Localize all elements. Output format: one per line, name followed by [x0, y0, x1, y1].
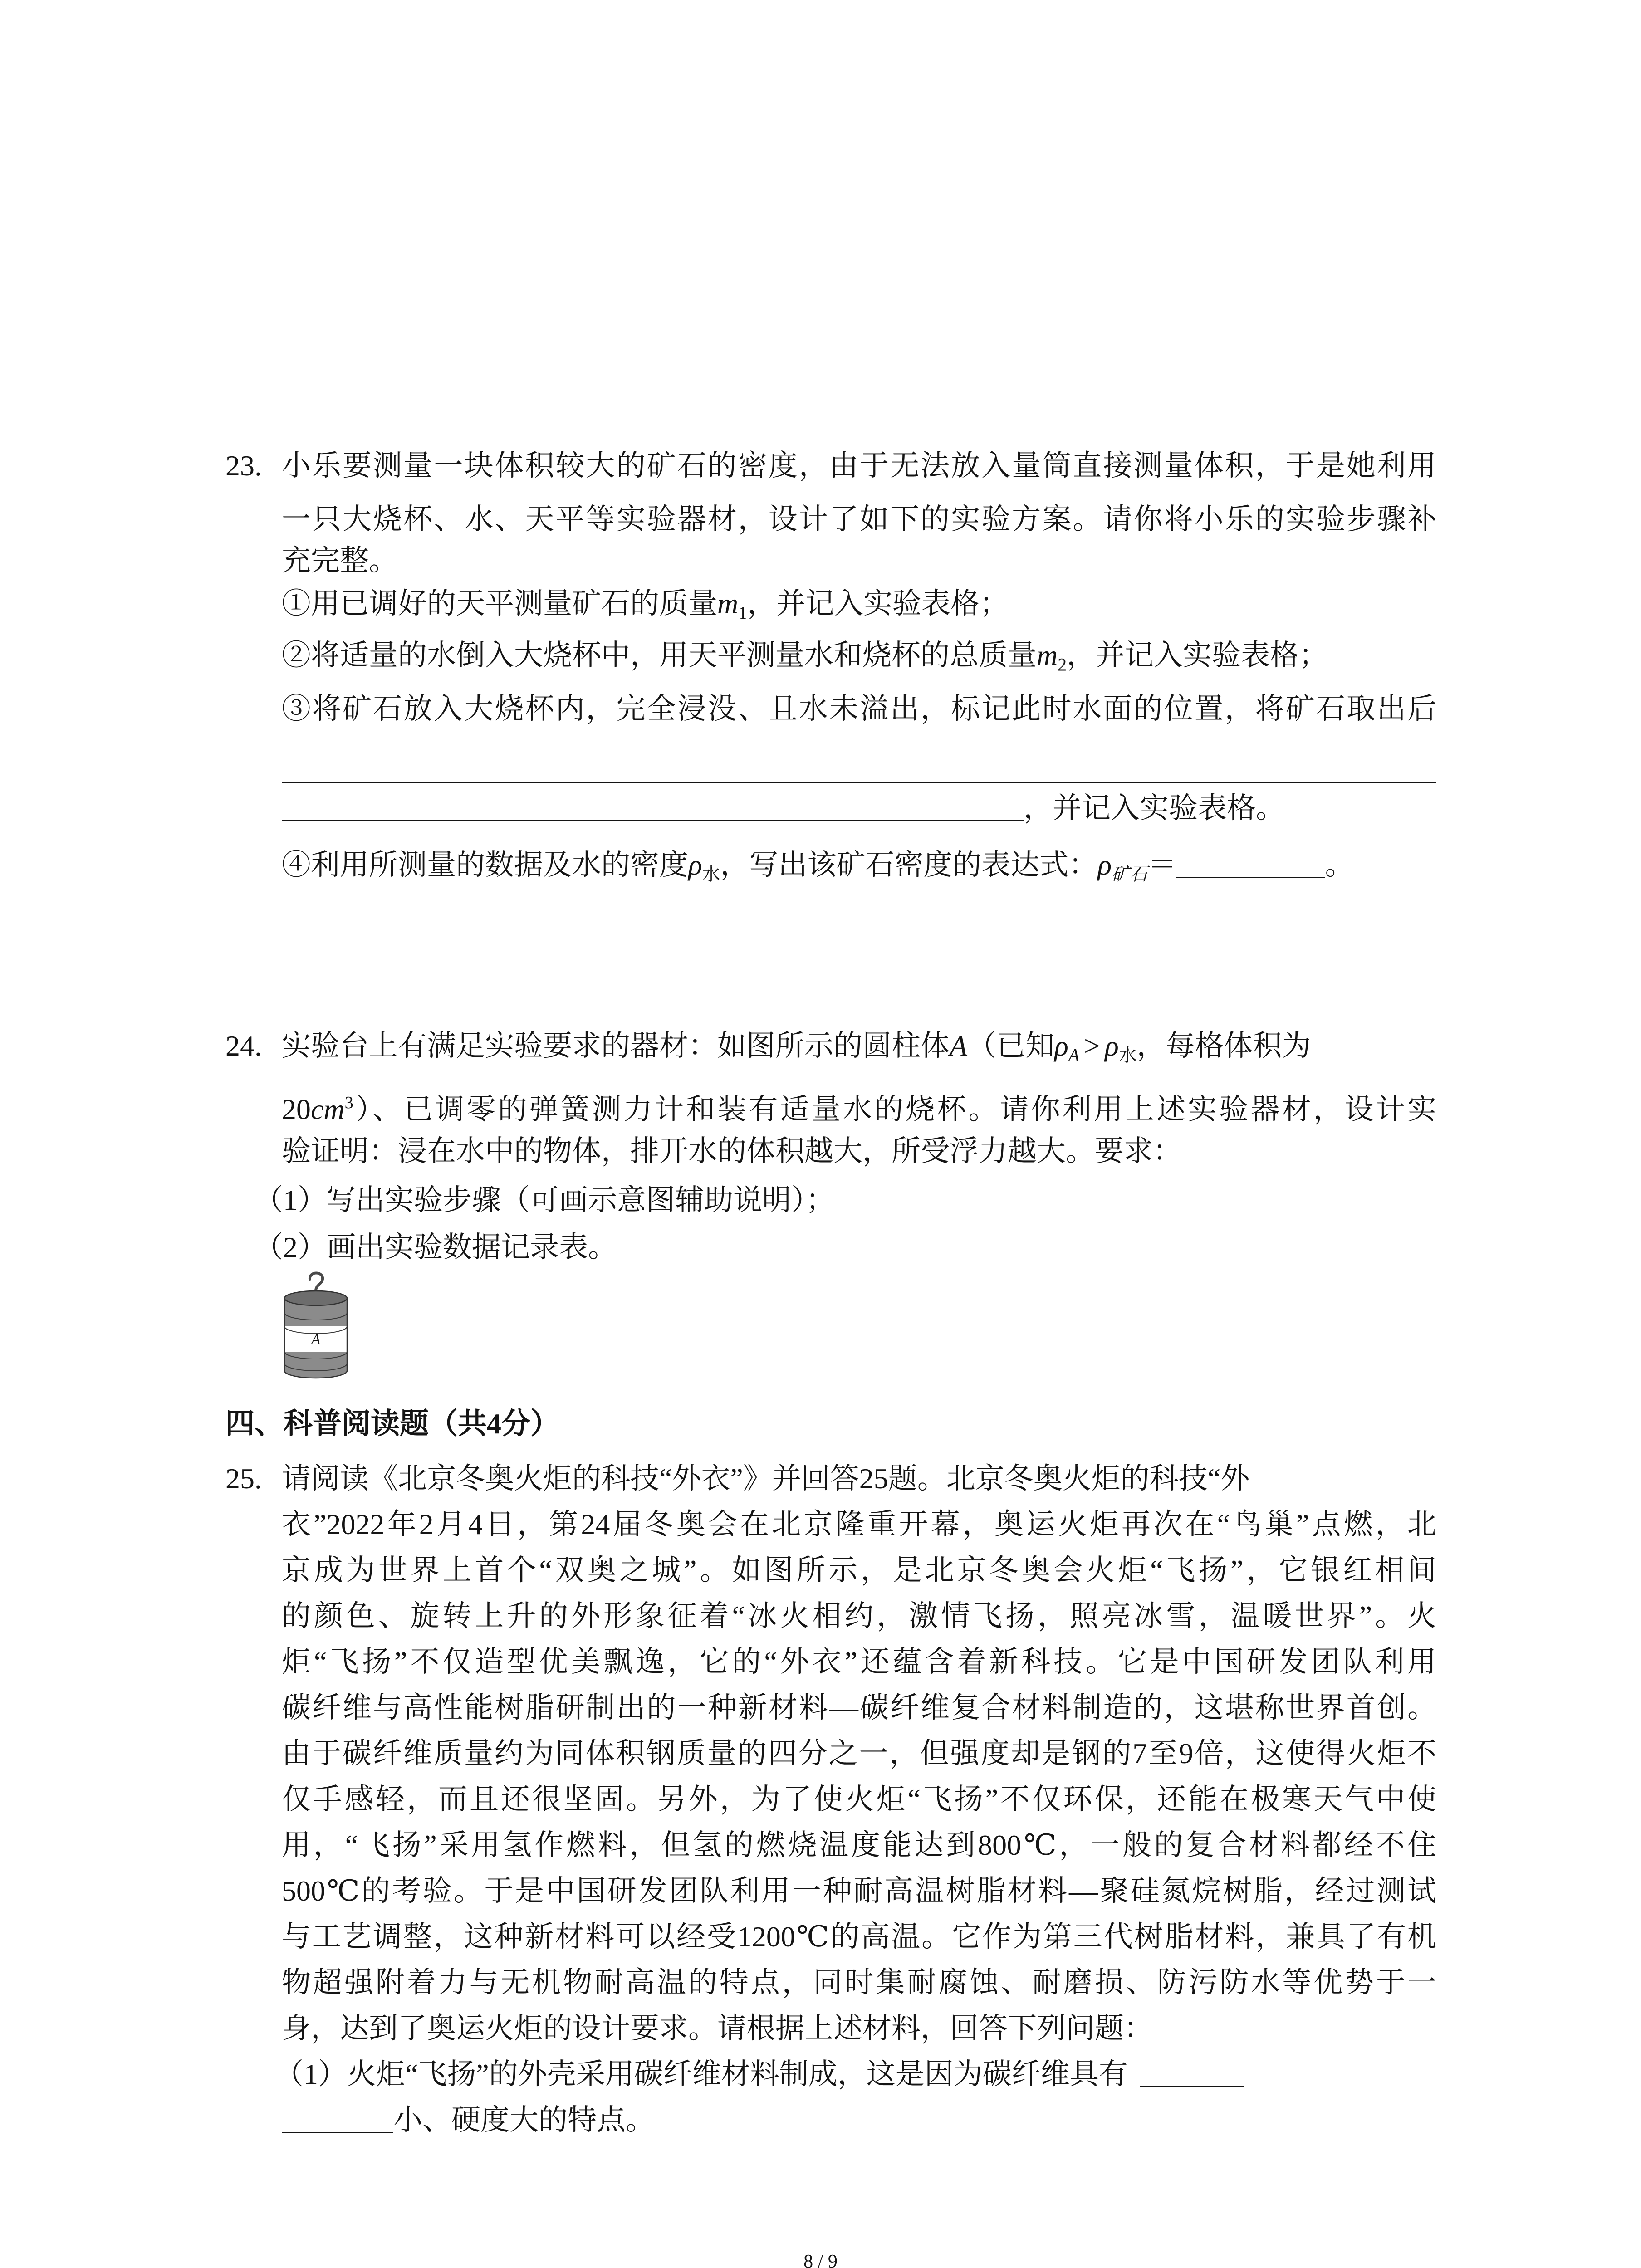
answer-blank	[282, 2107, 393, 2133]
question-text: ）、已调零的弹簧测力计和装有适量水的烧杯。请你利用上述实验器材，设计实	[353, 1093, 1436, 1125]
density-symbol: ρ	[1097, 849, 1112, 881]
greater-than-sign: >	[1084, 1030, 1101, 1062]
q23-stem-line-1: 小乐要测量一块体积较大的矿石的密度，由于无法放入量筒直接测量体积，于是她利用	[282, 450, 1436, 482]
cylinder-symbol: A	[950, 1030, 968, 1062]
step-text: ④利用所测量的数据及水的密度	[282, 849, 688, 881]
q25-line: 炬“飞扬”不仅造型优美飘逸，它的“外衣”还蕴含着新科技。它是中国研发团队利用	[282, 1646, 1436, 1678]
answer-blank	[1176, 851, 1325, 878]
volume-unit: cm	[311, 1093, 345, 1125]
question-text: （已知	[967, 1030, 1055, 1062]
density-subscript-ore: 矿石	[1112, 864, 1148, 885]
mass-subscript: 1	[738, 603, 748, 623]
q23-stem-line-3: 充完整。	[282, 544, 398, 577]
mass-subscript: 2	[1058, 655, 1067, 675]
section-heading: 四、科普阅读题（共4分）	[225, 1408, 559, 1440]
q24-line-3: 验证明：浸在水中的物体，排开水的体积越大，所受浮力越大。要求：	[282, 1135, 1182, 1167]
question-text: （1）火炬“飞扬”的外壳采用碳纤维材料制成，这是因为碳纤维具有	[274, 2058, 1128, 2090]
density-symbol: ρ	[1054, 1030, 1068, 1062]
q25-line: 衣”2022年2月4日，第24届冬奥会在北京隆重开幕，奥运火炬再次在“鸟巢”点燃，北	[282, 1508, 1436, 1540]
q25-line: 用，“飞扬”采用氢作燃料，但氢的燃烧温度能达到800℃，一般的复合材料都经不住	[282, 1829, 1436, 1861]
page-number: 8 / 9	[803, 2251, 838, 2268]
question-text: 实验台上有满足实验要求的器材：如图所示的圆柱体	[282, 1030, 950, 1062]
cylinder-label: A	[311, 1331, 321, 1348]
answer-blank	[282, 795, 1024, 821]
answer-blank	[1140, 2061, 1244, 2087]
step-text: ，并记入实验表格。	[1024, 792, 1285, 824]
answer-blank-line	[282, 782, 1436, 783]
q23-step-3: ③将矿石放入大烧杯内，完全浸没、且水未溢出，标记此时水面的位置，将矿石取出后	[282, 693, 1436, 725]
q23-step-2	[282, 637, 1328, 674]
unit-exponent: 3	[344, 1093, 353, 1113]
q24-requirement-1: （1）写出实验步骤（可画示意图辅助说明）；	[254, 1184, 835, 1216]
density-symbol: ρ	[1105, 1030, 1119, 1062]
q24-line-1	[282, 1028, 1311, 1064]
step-text: ，并记入实验表格；	[747, 587, 1009, 620]
q24-requirement-2: （2）画出实验数据记录表。	[254, 1231, 617, 1263]
question-number-24: 24.	[225, 1030, 262, 1062]
step-text: ②将适量的水倒入大烧杯中，用天平测量水和烧杯的总质量	[282, 639, 1037, 671]
density-subscript-water: 水	[1118, 1045, 1137, 1066]
q25-line: 与工艺调整，这种新材料可以经受1200℃的高温。它作为第三代树脂材料，兼具了有机	[282, 1921, 1436, 1953]
step-text: ，写出该矿石密度的表达式：	[720, 849, 1098, 881]
density-subscript-water: 水	[702, 864, 720, 885]
q24-line-2	[282, 1091, 1436, 1128]
q25-line: 的颜色、旋转上升的外形象征着“冰火相约，激情飞扬，照亮冰雪，温暖世界”。火	[282, 1600, 1436, 1632]
q25-question-1	[274, 2056, 1244, 2092]
q25-line: 京成为世界上首个“双奥之城”。如图所示，是北京冬奥会火炬“飞扬”，它银红相间	[282, 1554, 1436, 1586]
q25-line: 由于碳纤维质量约为同体积钢质量的四分之一，但强度却是钢的7至9倍，这使得火炬不	[282, 1737, 1436, 1769]
question-number-23: 23.	[225, 450, 262, 482]
step-text: 。	[1325, 849, 1354, 881]
q25-line: 500℃的考验。于是中国研发团队利用一种耐高温树脂材料—聚硅氮烷树脂，经过测试	[282, 1875, 1436, 1907]
density-symbol: ρ	[688, 849, 702, 881]
equals-sign: ＝	[1147, 849, 1177, 881]
q25-line: 物超强附着力与无机物耐高温的特点，同时集耐腐蚀、耐磨损、防污防水等优势于一	[282, 1966, 1436, 1999]
step-text: ，并记入实验表格；	[1067, 639, 1328, 671]
question-text: 小、硬度大的特点。	[393, 2104, 655, 2136]
q23-step-4	[282, 847, 1354, 883]
volume-value: 20	[282, 1093, 311, 1125]
mass-symbol: m	[1037, 639, 1058, 671]
cylinder-top	[284, 1291, 347, 1305]
q25-line: 请阅读《北京冬奥火炬的科技“外衣”》并回答25题。北京冬奥火炬的科技“外	[282, 1462, 1250, 1495]
q25-question-1-continued	[282, 2102, 655, 2138]
cylinder-figure	[282, 1270, 350, 1381]
q25-line: 身，达到了奥运火炬的设计要求。请根据上述材料，回答下列问题：	[282, 2012, 1153, 2044]
q25-line: 仅手感轻，而且还很坚固。另外，为了使火炬“飞扬”不仅环保，还能在极寒天气中使	[282, 1783, 1436, 1815]
q23-step-3-continued	[282, 790, 1285, 826]
question-number-25: 25.	[225, 1462, 262, 1495]
q23-stem-line-2: 一只大烧杯、水、天平等实验器材，设计了如下的实验方案。请你将小乐的实验步骤补	[282, 503, 1436, 535]
question-text: ，每格体积为	[1136, 1030, 1311, 1062]
q25-line: 碳纤维与高性能树脂研制出的一种新材料—碳纤维复合材料制造的，这堪称世界首创。	[282, 1691, 1436, 1724]
mass-symbol: m	[717, 587, 739, 620]
step-text: ①用已调好的天平测量矿石的质量	[282, 587, 717, 620]
density-subscript-a: A	[1068, 1045, 1080, 1066]
q23-step-1	[282, 586, 1009, 622]
